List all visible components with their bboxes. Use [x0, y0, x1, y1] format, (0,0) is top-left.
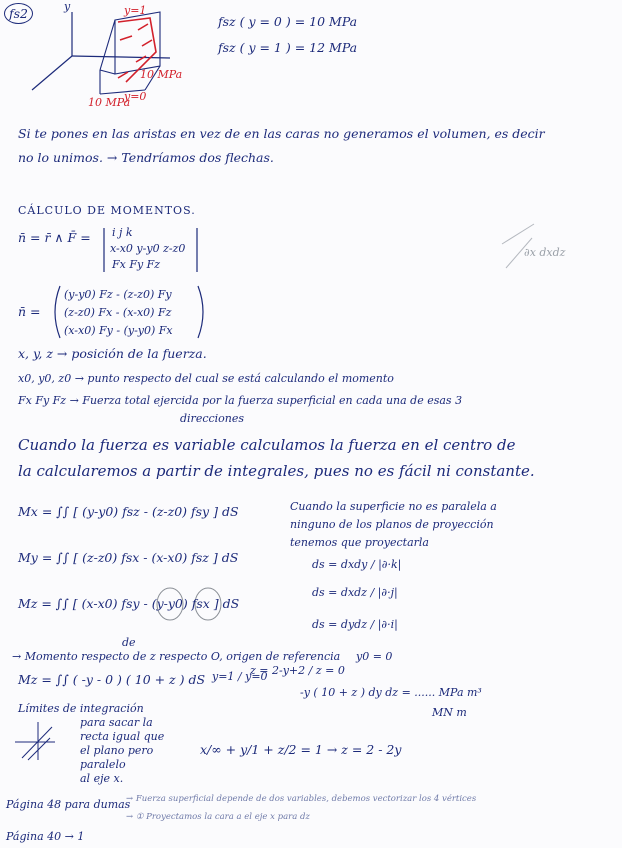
det-row-2: x-x0 y-y0 z-z0	[110, 242, 186, 255]
gray-note: ∂x dxdz	[524, 246, 566, 259]
vector-row-3: (x-x0) Fy - (y-y0) Fx	[64, 324, 173, 337]
ds-formula-1: ds = dxdy / |∂·k|	[312, 558, 402, 571]
projection-note-1: Cuando la superficie no es paralela a	[290, 500, 497, 513]
limits-y: y=1 / y=0	[212, 670, 268, 683]
det-row-1: i j k	[112, 226, 133, 239]
projection-sketch-note-5: al eje x.	[80, 772, 124, 785]
projection-sketch-note-1: para sacar la	[80, 716, 153, 729]
ds-formula-2: ds = dxdz / |∂·j|	[312, 586, 398, 599]
para1-line1: Si te pones en las aristas en vez de en las caras no generamos el volumen, es decir	[18, 126, 545, 141]
plane-equation: x/∞ + y/1 + z/2 = 1 → z = 2 - 2y	[200, 742, 402, 757]
footer-note-2: → ① Proyectamos la cara a el eje x para dz	[126, 812, 310, 822]
example-line1: → Momento respecto de z respecto O, origen de referencia	[12, 650, 341, 663]
red-label-top: y=1	[124, 4, 147, 17]
det-row-3: Fx Fy Fz	[112, 258, 161, 271]
limits-sketch	[15, 722, 55, 760]
red-label-mid: 10 MPa	[88, 96, 131, 109]
example-de: de	[122, 636, 136, 649]
limits-z: z = 2-y+2 / z = 0	[250, 664, 345, 677]
integral-mz: Mz = ∫∫ [ (x-x0) fsy - (y-y0) fsx ] dS	[18, 596, 240, 611]
footer-page40: Página 40 → 1	[6, 830, 85, 843]
definition-3a: Fx Fy Fz → Fuerza total ejercida por la fuerza superficial en cada una de esas 3	[18, 394, 463, 407]
ds-formula-3: ds = dydz / |∂·i|	[312, 618, 398, 631]
integral-mx: Mx = ∫∫ [ (y-y0) fsz - (z-z0) fsy ] dS	[18, 504, 239, 519]
projection-sketch-note-4: paralelo	[80, 758, 126, 771]
projection-sketch-note-3: el plano pero	[80, 744, 154, 757]
integral-my: My = ∫∫ [ (z-z0) fsx - (x-x0) fsz ] dS	[18, 550, 239, 565]
red-label-bottom: y=0	[124, 90, 147, 103]
para2-line1: Cuando la fuerza es variable calculamos la fuerza en el centro de	[18, 436, 516, 454]
moments-heading: CÁLCULO DE MOMENTOS.	[18, 204, 196, 217]
para1-line2: no lo unimos. → Tendríamos dos flechas.	[18, 150, 274, 165]
footer-page48: Página 48 para dumas	[6, 798, 131, 811]
header-eq-1: fsz ( y = 0 ) = 10 MPa	[218, 14, 358, 29]
para2-line2: la calcularemos a partir de integrales, pues no es fácil ni constante.	[18, 462, 535, 480]
definition-2: x0, y0, z0 → punto respecto del cual se está calculando el momento	[18, 372, 394, 385]
cross-product: n̄ = r̄ ∧ F̄ =	[18, 230, 91, 245]
footer-note-1: → Fuerza superficial depende de dos variables, debemos vectorizar los 4 vértices	[126, 794, 477, 804]
example-mz: Mz = ∫∫ ( -y - 0 ) ( 10 + z ) dS	[18, 672, 206, 687]
projection-note-3: tenemos que proyectarla	[290, 536, 429, 549]
example-unit: MN m	[432, 706, 467, 719]
header-eq-2: fsz ( y = 1 ) = 12 MPa	[218, 40, 358, 55]
axis-y-label: y	[64, 0, 71, 13]
projection-note-2: ninguno de los planos de proyección	[290, 518, 494, 531]
example-y0: y0 = 0	[356, 650, 393, 663]
circled-label: fs2	[4, 3, 33, 24]
n-vector-label: n̄ =	[18, 304, 41, 319]
definition-3b: direcciones	[180, 412, 245, 425]
definition-1: x, y, z → posición de la fuerza.	[18, 346, 207, 361]
vector-row-1: (y-y0) Fz - (z-z0) Fy	[64, 288, 172, 301]
red-label-right: 10 MPa	[140, 68, 183, 81]
vector-row-2: (z-z0) Fx - (x-x0) Fz	[64, 306, 172, 319]
limits-label: Límites de integración	[18, 702, 144, 715]
example-integrand: -y ( 10 + z ) dy dz = ...... MPa m³	[300, 686, 482, 699]
projection-sketch-note-2: recta igual que	[80, 730, 165, 743]
